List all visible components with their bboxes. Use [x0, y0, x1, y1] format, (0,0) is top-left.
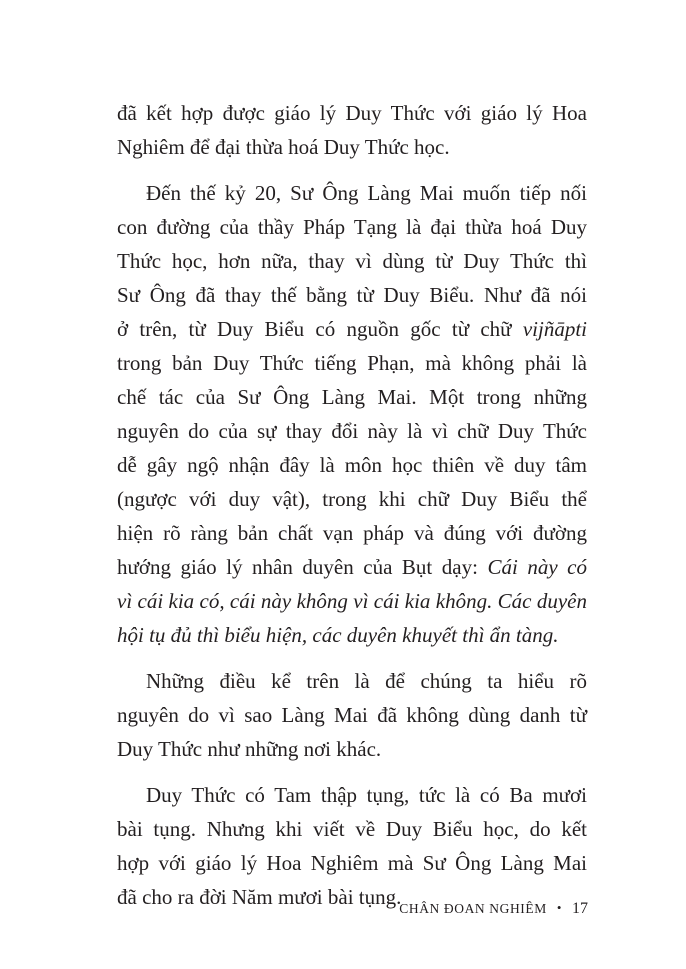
text-run: bài tụng. Nhưng khi viết về Duy Biểu học, do kết	[117, 817, 587, 841]
text-run: nguyên do vì sao Làng Mai đã không dùng danh từ	[117, 703, 587, 727]
text-line	[117, 482, 587, 516]
text-line	[117, 176, 587, 210]
running-footer	[360, 900, 588, 918]
text-line	[117, 812, 587, 846]
text-run: chế tác của Sư Ông Làng Mai. Một trong những	[117, 385, 587, 409]
text-line	[117, 584, 587, 618]
paragraph-gap	[117, 766, 587, 778]
footer-book-title: CHÂN ĐOAN NGHIÊM	[399, 901, 547, 916]
text-run: (ngược với duy vật), trong khi chữ Duy Biểu thể	[117, 487, 587, 511]
text-run: Nghiêm để đại thừa hoá Duy Thức học.	[117, 135, 450, 159]
body-text	[117, 96, 587, 914]
text-line	[117, 278, 587, 312]
text-run: Những điều kể trên là để chúng ta hiểu rõ	[146, 669, 587, 693]
text-line	[117, 312, 587, 346]
text-line	[117, 778, 587, 812]
paragraph-gap	[117, 164, 587, 176]
italic-text: vì cái kia có, cái này không vì cái kia không. Các duyên	[117, 589, 587, 613]
text-run: Duy Thức có Tam thập tụng, tức là có Ba mươi	[146, 783, 587, 807]
italic-text: vijñāpti	[522, 317, 587, 341]
text-line	[117, 414, 587, 448]
text-line	[117, 846, 587, 880]
text-line	[117, 96, 587, 130]
text-line	[117, 346, 587, 380]
text-line	[117, 550, 587, 584]
text-line	[117, 516, 587, 550]
text-line	[117, 698, 587, 732]
text-run: trong bản Duy Thức tiếng Phạn, mà không phải là	[117, 351, 587, 375]
text-run: hiện rõ ràng bản chất vạn pháp và đúng với đường	[117, 521, 587, 545]
text-line	[117, 210, 587, 244]
text-run: con đường của thầy Pháp Tạng là đại thừa hoá Duy	[117, 215, 587, 239]
text-line	[117, 618, 587, 652]
text-run: nguyên do của sự thay đổi này là vì chữ Duy Thức	[117, 419, 587, 443]
paragraph	[117, 778, 587, 914]
text-run: Đến thế kỷ 20, Sư Ông Làng Mai muốn tiếp nối	[146, 181, 587, 205]
paragraph	[117, 176, 587, 652]
paragraph	[117, 664, 587, 766]
text-run: Thức học, hơn nữa, thay vì dùng từ Duy Thức thì	[117, 249, 587, 273]
paragraph	[117, 96, 587, 164]
text-line	[117, 664, 587, 698]
text-run: ở trên, từ Duy Biểu có nguồn gốc từ chữ	[117, 317, 523, 341]
text-run: dễ gây ngộ nhận đây là môn học thiên về duy tâm	[117, 453, 587, 477]
text-line	[117, 380, 587, 414]
italic-text: Cái này có	[487, 555, 588, 579]
text-run: Duy Thức như những nơi khác.	[117, 737, 382, 761]
paragraph-gap	[117, 652, 587, 664]
page-number: 17	[572, 900, 588, 917]
italic-text: hội tụ đủ thì biểu hiện, các duyên khuyết thì ẩn tàng.	[117, 623, 559, 647]
text-run: Sư Ông đã thay thế bằng từ Duy Biểu. Như đã nói	[117, 283, 587, 307]
text-run: đã kết hợp được giáo lý Duy Thức với giáo lý Hoa	[117, 101, 587, 125]
text-line	[117, 448, 587, 482]
text-run: hướng giáo lý nhân duyên của Bụt dạy:	[117, 555, 488, 579]
text-line	[117, 130, 587, 164]
footer-separator: •	[556, 900, 562, 915]
text-line	[117, 244, 587, 278]
text-line	[117, 732, 587, 766]
text-run: đã cho ra đời Năm mươi bài tụng.	[117, 885, 402, 909]
text-run: hợp với giáo lý Hoa Nghiêm mà Sư Ông Làng Mai	[117, 851, 587, 875]
